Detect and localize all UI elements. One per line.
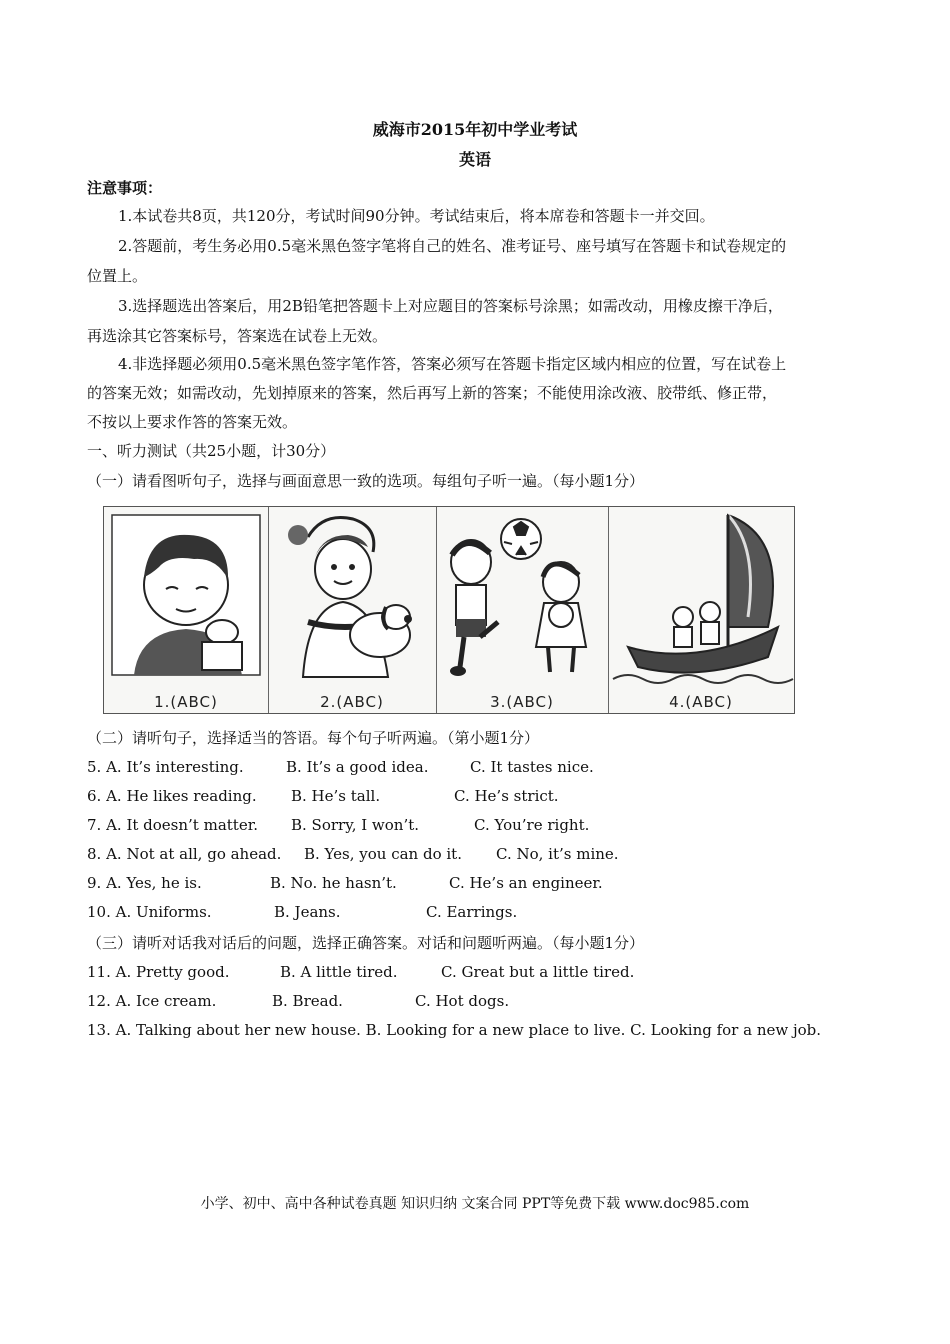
listening-picture-strip	[103, 506, 795, 714]
question-12-option-c: C. Hot dogs.	[415, 992, 510, 1010]
notice-item-1: 1.本试卷共8页，共120分，考试时间90分钟。考试结束后，将本席卷和答题卡一并交回。	[118, 207, 715, 225]
question-7-option-c: C. You’re right.	[474, 816, 590, 834]
question-5-option-b: B. It’s a good idea.	[286, 758, 429, 776]
notice-item-2-line2: 位置上。	[87, 267, 148, 285]
question-13: 13. A. Talking about her new house. B. Looking for a new place to live. C. Looking for a new job.	[87, 1021, 822, 1039]
question-8-option-c: C. No, it’s mine.	[496, 845, 619, 863]
picture-label-1: 1.(ABC)	[154, 693, 218, 711]
part-3-instruction: （三）请听对话我对话后的问题，选择正确答案。对话和问题听两遍。（每小题1分）	[87, 934, 645, 952]
girl-with-dog-illustration	[268, 507, 436, 713]
question-10-option-a: 10. A. Uniforms.	[87, 903, 212, 921]
sailboat-illustration	[608, 507, 794, 713]
question-9-option-c: C. He’s an engineer.	[449, 874, 603, 892]
children-playing-ball-illustration	[436, 507, 608, 713]
notice-heading: 注意事项：	[87, 179, 163, 197]
part-1-instruction: （一）请看图听句子，选择与画面意思一致的选项。每组句子听一遍。（每小题1分）	[87, 472, 645, 490]
page-footer: 小学、初中、高中各种试卷真题 知识归纳 文案合同 PPT等免费下载 www.doc985.com	[200, 1196, 750, 1212]
question-6-option-c: C. He’s strict.	[454, 787, 559, 805]
question-9-option-a: 9. A. Yes, he is.	[87, 874, 202, 892]
question-11-option-b: B. A little tired.	[280, 963, 398, 981]
question-11-option-a: 11. A. Pretty good.	[87, 963, 230, 981]
notice-item-2-line1: 2.答题前，考生务必用0.5毫米黑色签字笔将自己的姓名、准考证号、座号填写在答题卡和试卷规定的	[118, 237, 787, 255]
notice-item-4-line2: 的答案无效；如需改动，先划掉原来的答案，然后再写上新的答案；不能使用涂改液、胶带纸、修正带，	[87, 384, 778, 402]
question-7-option-a: 7. A. It doesn’t matter.	[87, 816, 258, 834]
question-6-option-a: 6. A. He likes reading.	[87, 787, 257, 805]
picture-panel-4	[608, 507, 794, 713]
picture-panel-2	[268, 507, 437, 713]
question-8-option-a: 8. A. Not at all, go ahead.	[87, 845, 282, 863]
picture-label-2: 2.(ABC)	[320, 693, 384, 711]
question-10-option-b: B. Jeans.	[274, 903, 341, 921]
picture-label-3: 3.(ABC)	[490, 693, 554, 711]
boy-thinking-illustration	[104, 507, 268, 713]
notice-item-4-line1: 4.非选择题必须用0.5毫米黑色签字笔作答，答案必须写在答题卡指定区域内相应的位置，写在试卷上	[118, 355, 787, 373]
question-5-option-a: 5. A. It’s interesting.	[87, 758, 244, 776]
question-12-option-b: B. Bread.	[272, 992, 343, 1010]
question-12-option-a: 12. A. Ice cream.	[87, 992, 217, 1010]
notice-item-3-line2: 再选涂其它答案标号，答案选在试卷上无效。	[87, 327, 388, 345]
question-8-option-b: B. Yes, you can do it.	[304, 845, 462, 863]
section-1-heading: 一、听力测试（共25小题，计30分）	[87, 442, 336, 460]
picture-panel-1	[104, 507, 269, 713]
question-9-option-b: B. No. he hasn’t.	[270, 874, 397, 892]
exam-subject: 英语	[458, 150, 491, 169]
notice-item-4-line3: 不按以上要求作答的答案无效。	[87, 413, 298, 431]
picture-label-4: 4.(ABC)	[669, 693, 733, 711]
question-7-option-b: B. Sorry, I won’t.	[291, 816, 420, 834]
notice-item-3-line1: 3.选择题选出答案后，用2B铅笔把答题卡上对应题目的答案标号涂黑；如需改动，用橡皮擦干净后，	[118, 297, 783, 315]
question-11-option-c: C. Great but a little tired.	[441, 963, 635, 981]
question-6-option-b: B. He’s tall.	[291, 787, 381, 805]
question-5-option-c: C. It tastes nice.	[470, 758, 594, 776]
question-10-option-c: C. Earrings.	[426, 903, 518, 921]
part-2-instruction: （二）请听句子，选择适当的答语。每个句子听两遍。（第小题1分）	[87, 729, 540, 747]
picture-panel-3	[436, 507, 609, 713]
exam-title: 威海市2015年初中学业考试	[372, 120, 578, 139]
